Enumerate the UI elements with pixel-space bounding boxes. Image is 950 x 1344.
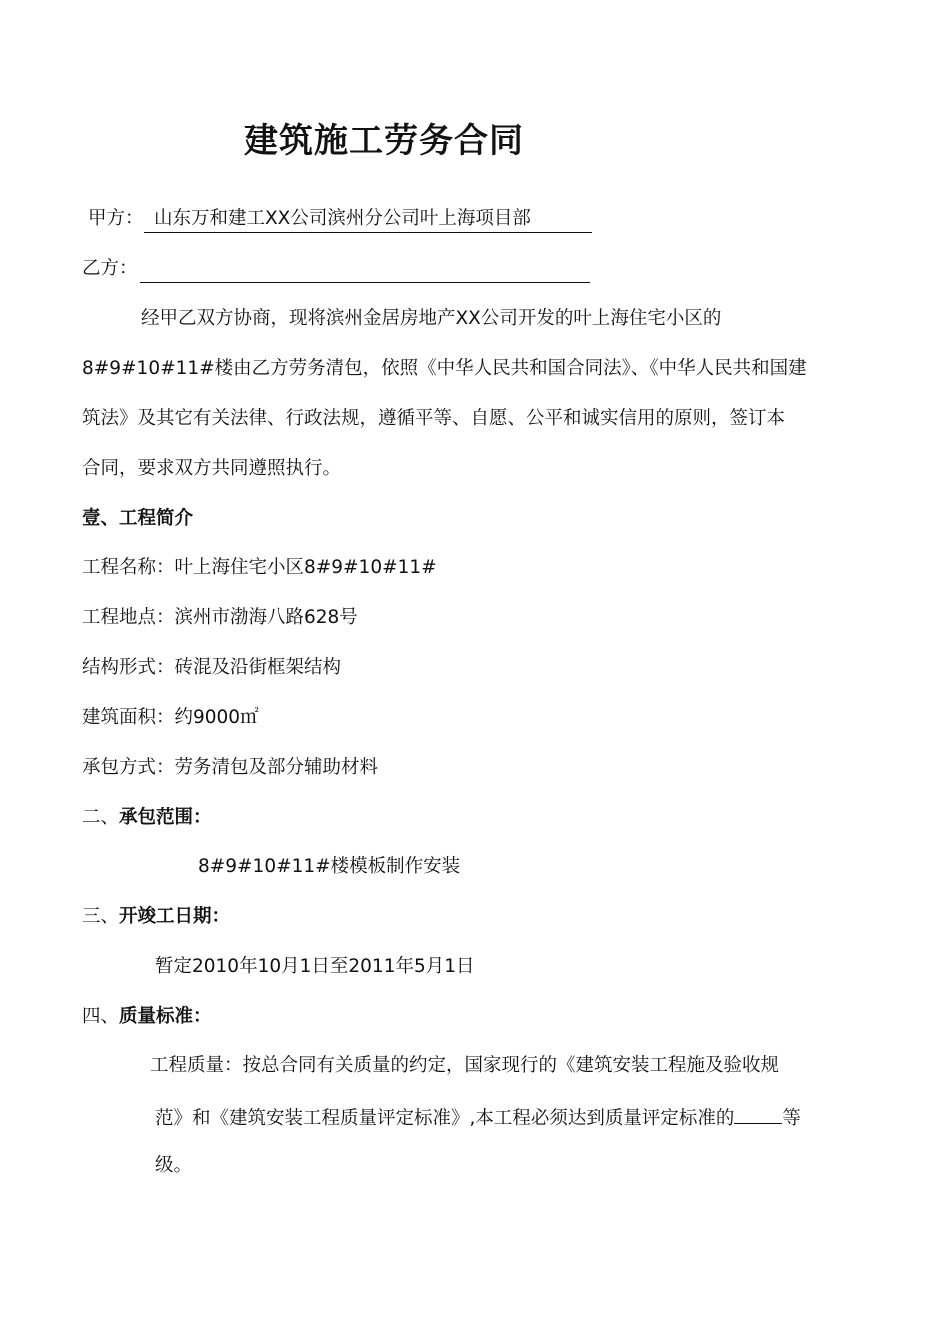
intro-line-2: 8#9#10#11#楼由乙方劳务清包，依照《中华人民共和国合同法》、《中华人民共和国建 <box>82 358 807 379</box>
building-area: 建筑面积：约9000㎡ <box>82 707 259 728</box>
party-b-label: 乙方： <box>82 258 138 279</box>
contract-method: 承包方式：劳务清包及部分辅助材料 <box>82 757 379 778</box>
quality-line-2-text: 范》和《建筑安装工程质量评定标准》,本工程必须达到质量评定标准的 <box>155 1108 735 1129</box>
schedule-content: 暂定2010年10月1日至2011年5月1日 <box>155 956 475 977</box>
section-2-title: 承包范围： <box>119 807 212 828</box>
party-a-field <box>144 206 592 233</box>
party-b-field <box>140 256 590 283</box>
party-a-label: 甲方： <box>88 208 144 229</box>
intro-line-3: 筑法》及其它有关法律、行政法规，遵循平等、自愿、公平和诚实信用的原则，签订本 <box>82 408 786 429</box>
contract-title: 建筑施工劳务合同 <box>244 121 524 161</box>
section-4-heading <box>82 1004 212 1030</box>
section-3-heading <box>82 904 230 930</box>
section-3-title: 开竣工日期： <box>119 906 231 927</box>
section-2-prefix: 二、 <box>82 807 120 828</box>
intro-line-4: 合同，要求双方共同遵照执行。 <box>82 458 342 479</box>
intro-line-1: 经甲乙双方协商，现将滨州金居房地产XX公司开发的叶上海住宅小区的 <box>141 308 722 329</box>
structure-type: 结构形式：砖混及沿街框架结构 <box>82 657 342 678</box>
project-name: 工程名称：叶上海住宅小区8#9#10#11# <box>82 557 437 578</box>
quality-line-2 <box>155 1103 801 1132</box>
section-2-heading <box>82 805 212 831</box>
project-location: 工程地点：滨州市渤海八路628号 <box>82 607 358 628</box>
quality-grade-blank <box>734 1103 782 1124</box>
quality-line-1: 工程质量：按总合同有关质量的约定，国家现行的《建筑安装工程施及验收规 <box>150 1055 780 1076</box>
scope-content: 8#9#10#11#楼模板制作安装 <box>198 856 461 877</box>
section-1-heading: 壹、工程简介 <box>82 508 194 529</box>
party-a-value: 山东万和建工XX公司滨州分公司叶上海项目部 <box>154 208 531 229</box>
section-4-prefix: 四、 <box>82 1006 120 1027</box>
section-3-prefix: 三、 <box>82 906 120 927</box>
quality-line-3: 级。 <box>155 1155 193 1176</box>
quality-line-2-suffix: 等 <box>782 1108 801 1129</box>
section-4-title: 质量标准： <box>119 1006 212 1027</box>
